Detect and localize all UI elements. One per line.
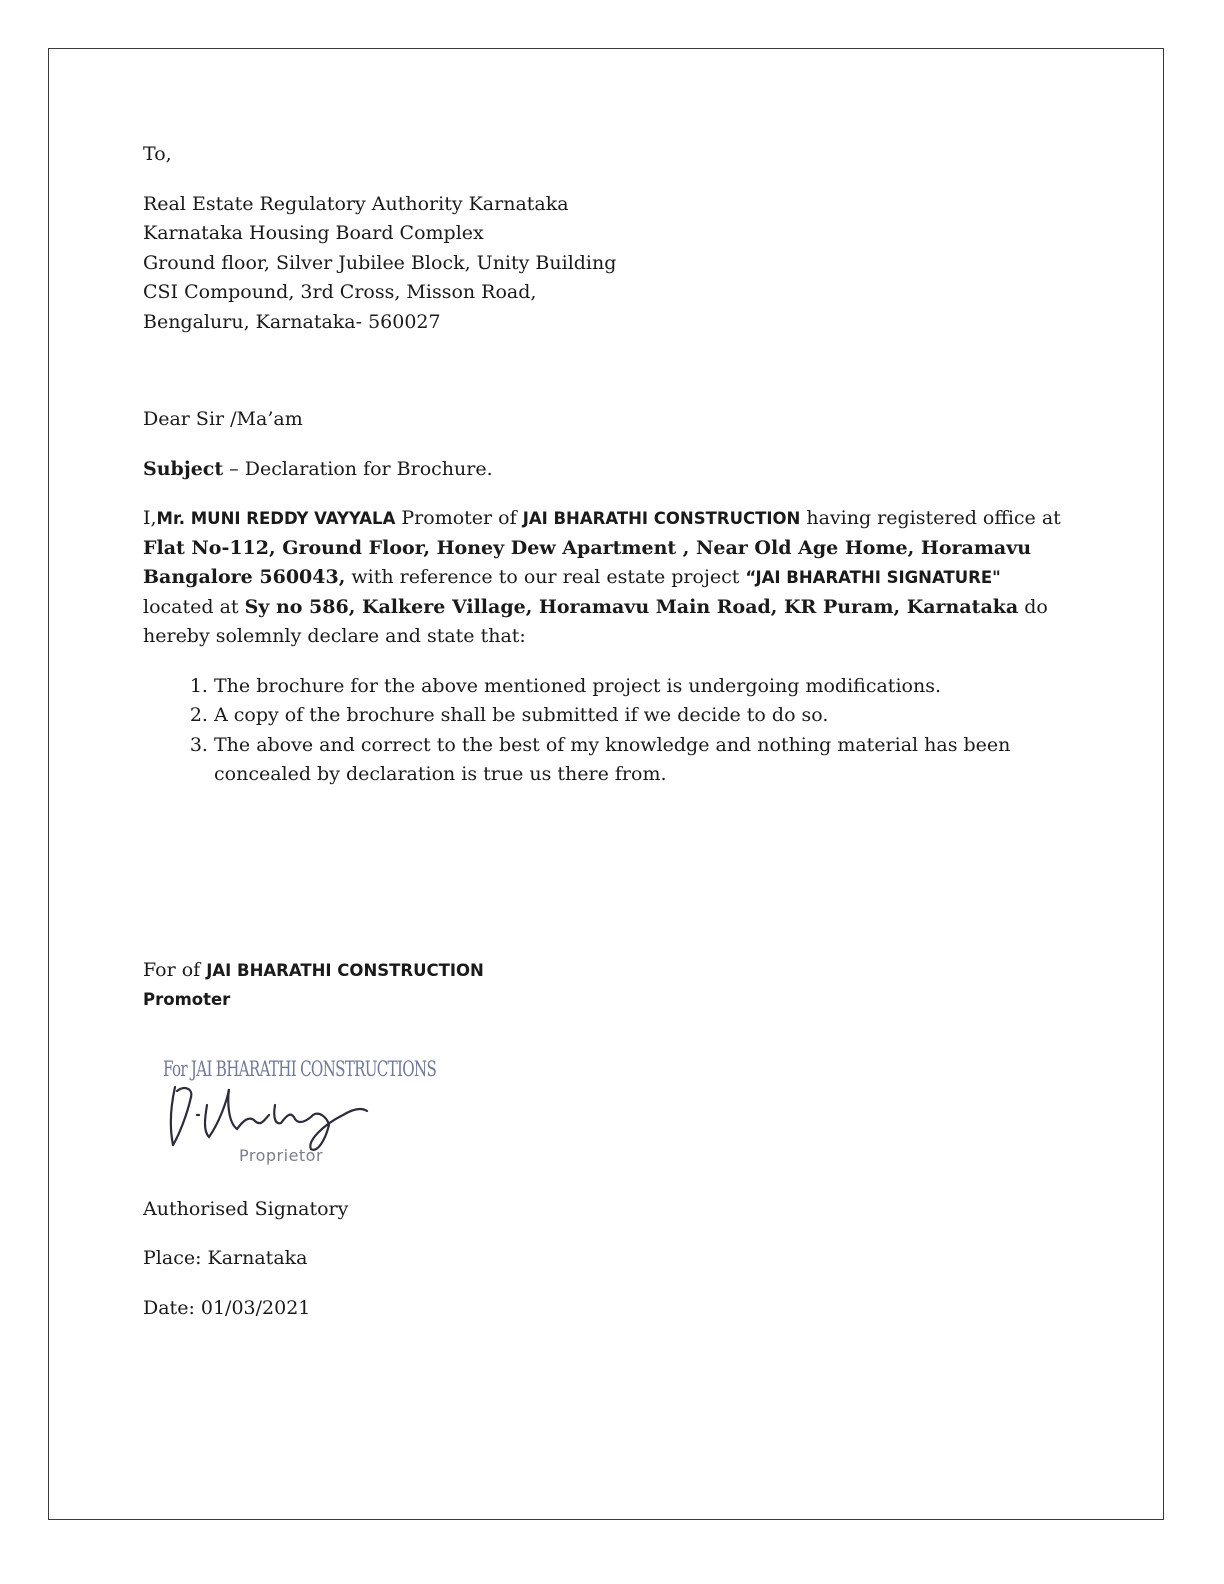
address-line: Ground floor, Silver Jubilee Block, Unity Building <box>143 251 617 274</box>
project-name: “JAI BHARATHI SIGNATURE" <box>745 568 1001 587</box>
subject-label: Subject <box>143 457 224 480</box>
letter-body <box>143 140 1073 1323</box>
closing-company-name: JAI BHARATHI CONSTRUCTION <box>206 960 484 980</box>
subject-text: – Declaration for Brochure. <box>223 457 493 480</box>
recipient-address <box>143 190 1073 338</box>
stamp-role-text: Proprietor <box>239 1145 324 1165</box>
closing-company <box>143 956 1073 986</box>
list-item: 2. A copy of the brochure shall be submitted if we decide to do so. <box>214 701 1073 731</box>
address-line: CSI Compound, 3rd Cross, Misson Road, <box>143 281 537 303</box>
closing-role: Promoter <box>143 990 231 1009</box>
signature-stamp <box>157 1045 437 1165</box>
promoter-name: Mr. MUNI REDDY VAYYALA <box>156 509 396 528</box>
salutation: Dear Sir /Ma’am <box>143 408 303 430</box>
company-name: JAI BHARATHI CONSTRUCTION <box>522 509 801 528</box>
recipient-to: To, <box>143 143 172 165</box>
address-line: Karnataka Housing Board Complex <box>143 222 484 244</box>
address-line: Real Estate Regulatory Authority Karnataka <box>143 192 569 215</box>
text-run: Promoter of <box>395 507 523 529</box>
text-run: located at <box>143 595 245 618</box>
text-run: having registered office at <box>800 507 1061 529</box>
declaration-points <box>143 672 1073 790</box>
text-run: For of <box>143 958 207 981</box>
stamp-company-text: For JAI BHARATHI CONSTRUCTIONS <box>163 1056 437 1081</box>
text-run: I, <box>143 507 157 529</box>
declaration-paragraph <box>143 504 1073 652</box>
list-item: 1. The brochure for the above mentioned project is undergoing modifications. <box>214 672 1073 702</box>
authorised-signatory: Authorised Signatory <box>143 1197 349 1220</box>
list-item: 3. The above and correct to the best of my knowledge and nothing material has been concealed by declaration is true us there from. <box>214 731 1073 790</box>
address-line: Bengaluru, Karnataka- 560027 <box>143 310 441 333</box>
place: Place: Karnataka <box>143 1247 308 1269</box>
office-address: Flat No-112, Ground Floor, Honey Dew Apartment , Near Old Age Home, Horamavu Bangalore 560043, <box>143 536 1032 588</box>
text-run: with reference to our real estate project <box>345 566 746 588</box>
text-run: do hereby solemnly declare and state that: <box>143 595 1048 647</box>
subject-line <box>143 455 1073 485</box>
project-location: Sy no 586, Kalkere Village, Horamavu Main Road, KR Puram, Karnataka <box>244 595 1019 618</box>
date: Date: 01/03/2021 <box>143 1296 311 1319</box>
